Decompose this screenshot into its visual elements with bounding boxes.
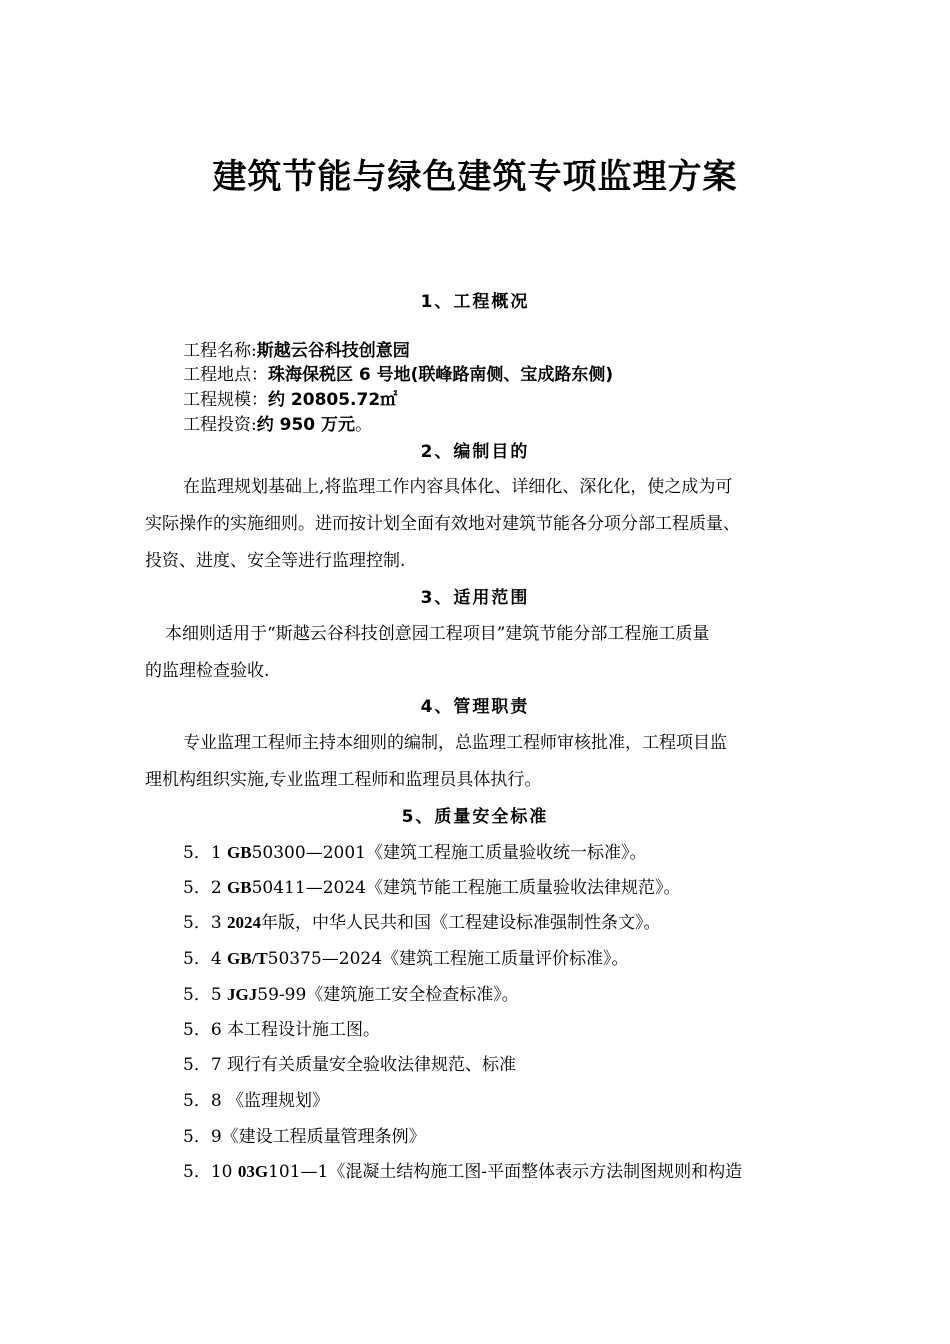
project-investment-suffix: 。 xyxy=(355,415,373,435)
standard-text: 50300—2001《建筑工程施工质量验收统一标准》。 xyxy=(251,843,647,863)
standard-code: 03G xyxy=(237,1162,269,1181)
paragraph-line: 实际操作的实施细则。进而按计划全面有效地对建筑节能各分项分部工程质量、 xyxy=(145,514,740,534)
section-2-paragraph xyxy=(145,469,825,580)
standard-item xyxy=(183,875,680,901)
standard-item xyxy=(183,1088,329,1114)
project-investment-row xyxy=(183,413,372,437)
standard-code: GB xyxy=(227,843,252,862)
standard-code: GB xyxy=(227,878,252,897)
standard-text: 《建设工程质量管理条例》 xyxy=(221,1127,426,1147)
project-scale-value: 约 20805.72㎡ xyxy=(268,390,398,410)
standard-text: 50411—2024《建筑节能工程施工质量验收法律规范》。 xyxy=(251,878,681,898)
standard-code: JGJ xyxy=(227,985,258,1004)
project-scale-row xyxy=(183,388,397,412)
project-investment-value: 约 950 万元 xyxy=(256,415,356,435)
paragraph-line: 的监理检查验收. xyxy=(145,661,270,681)
section-1-heading: 1、工程概况 xyxy=(420,292,530,312)
standard-number: 5．3 xyxy=(183,913,228,933)
standard-number: 5．2 xyxy=(183,878,228,898)
paragraph-line: 在监理规划基础上,将监理工作内容具体化、详细化、深化化，使之成为可 xyxy=(183,477,733,497)
project-location-label: 工程地点： xyxy=(183,365,268,385)
standard-number: 5．5 xyxy=(183,985,228,1005)
standard-number: 5．9 xyxy=(183,1127,222,1147)
project-name-label: 工程名称: xyxy=(183,341,257,361)
project-location-value: 珠海保税区 6 号地(联峰路南侧、宝成路东侧) xyxy=(268,365,614,385)
standard-code: GB/T xyxy=(227,949,268,968)
section-2-heading: 2、编制目的 xyxy=(420,442,530,462)
standard-item xyxy=(183,910,661,936)
paragraph-line: 理机构组织实施,专业监理工程师和监理员具体执行。 xyxy=(145,770,542,790)
standard-number: 5．1 xyxy=(183,843,228,863)
standard-text: 《监理规划》 xyxy=(227,1091,330,1111)
standard-item xyxy=(183,982,519,1008)
standard-number: 5．6 xyxy=(183,1020,228,1040)
standard-text: 50375—2024《建筑工程施工质量评价标准》。 xyxy=(267,949,629,969)
standard-item xyxy=(183,1017,380,1043)
paragraph-line: 投资、进度、安全等进行监理控制. xyxy=(145,551,406,571)
standard-text: 本工程设计施工图。 xyxy=(227,1020,381,1040)
standard-number: 5．7 xyxy=(183,1055,228,1075)
standard-number: 5．4 xyxy=(183,949,228,969)
standard-number: 5．8 xyxy=(183,1091,228,1111)
project-name-value: 斯越云谷科技创意园 xyxy=(256,341,410,361)
paragraph-line: 专业监理工程师主持本细则的编制，总监理工程师审核批准，工程项目监 xyxy=(183,733,727,753)
section-5-heading: 5、质量安全标准 xyxy=(401,807,549,827)
standard-text: 59-99《建筑施工安全检查标准》。 xyxy=(257,985,519,1005)
project-investment-label: 工程投资: xyxy=(183,415,257,435)
project-location-row xyxy=(183,363,613,387)
standard-item xyxy=(183,1124,426,1150)
project-name-row xyxy=(183,339,410,363)
section-4-heading: 4、管理职责 xyxy=(420,697,530,717)
document-title: 建筑节能与绿色建筑专项监理方案 xyxy=(212,157,738,197)
paragraph-line: 本细则适用于“斯越云谷科技创意园工程项目”建筑节能分部工程施工质量 xyxy=(165,624,710,644)
standard-text: 现行有关质量安全验收法律规范、标准 xyxy=(227,1055,517,1075)
standard-item xyxy=(183,1052,516,1078)
standard-item xyxy=(183,946,629,972)
standard-item xyxy=(183,840,646,866)
standard-code: 2024 xyxy=(227,913,262,932)
standard-text: 年版，中华人民共和国《工程建设标准强制性条文》。 xyxy=(261,913,661,933)
standard-item xyxy=(183,1159,742,1185)
project-scale-label: 工程规模： xyxy=(183,390,268,410)
section-3-paragraph xyxy=(145,616,825,690)
section-3-heading: 3、适用范围 xyxy=(420,588,530,608)
standard-number: 5．10 xyxy=(183,1162,238,1182)
section-4-paragraph xyxy=(145,725,825,799)
standard-text: 101—1《混凝土结构施工图-平面整体表示方法制图规则和构造 xyxy=(268,1162,743,1182)
